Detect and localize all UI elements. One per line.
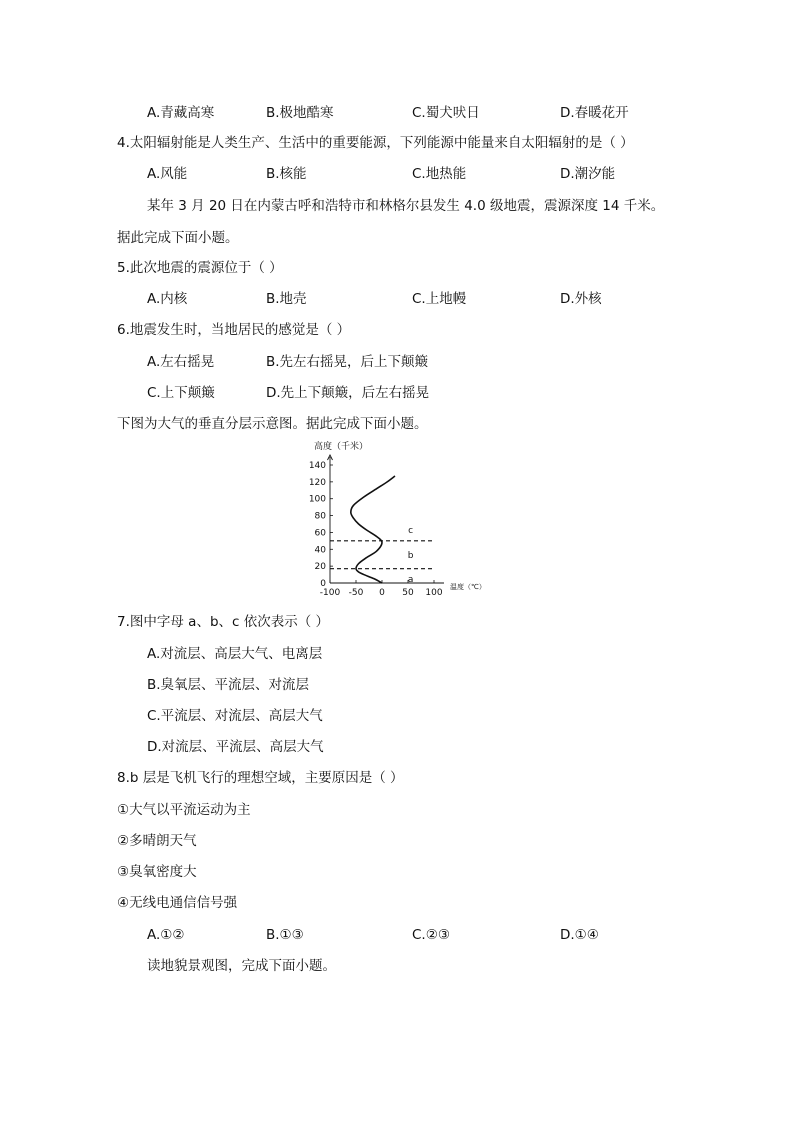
context-atmosphere: 下图为大气的垂直分层示意图。据此完成下面小题。 <box>117 416 428 432</box>
chart-y-tick-label: 40 <box>314 545 326 556</box>
chart-temperature-curve <box>351 476 395 583</box>
q6-option-c: C.上下颠簸 <box>147 385 215 401</box>
chart-layer-label-c: c <box>408 525 414 536</box>
chart-y-tick-label: 120 <box>308 477 326 488</box>
chart-y-tick-label: 0 <box>320 579 326 589</box>
chart-layer-label-a: a <box>407 574 414 585</box>
q8-item-4: ④无线电通信信号强 <box>117 895 238 911</box>
q7-option-b: B.臭氧层、平流层、对流层 <box>147 677 310 693</box>
q8-option-a: A.①② <box>147 927 185 943</box>
chart-y-tick-label: 140 <box>308 461 326 471</box>
chart-x-label: 温度（℃） <box>450 583 486 591</box>
q6-option-a: A.左右摇晃 <box>147 354 215 370</box>
q6-stem: 6.地震发生时，当地居民的感觉是（ ） <box>117 322 351 338</box>
chart-x-tick-label: 0 <box>379 588 385 598</box>
q3-option-d: D.春暖花开 <box>560 105 629 121</box>
q5-option-b: B.地壳 <box>266 291 307 307</box>
chart-y-tick-label: 20 <box>314 562 326 573</box>
chart-y-tick-label: 100 <box>308 494 326 505</box>
q5-option-c: C.上地幔 <box>412 291 467 307</box>
chart-x-tick-label: -50 <box>348 588 364 598</box>
q4-option-b: B.核能 <box>266 166 307 182</box>
chart-y-tick-label: 60 <box>314 528 326 539</box>
chart-y-label: 高度（千米） <box>314 442 369 452</box>
chart-x-tick-label: -100 <box>319 588 341 598</box>
q4-option-d: D.潮汐能 <box>560 166 616 182</box>
q7-option-a: A.对流层、高层大气、电离层 <box>147 646 323 662</box>
chart-x-tick-label: 50 <box>402 588 414 598</box>
q8-option-c: C.②③ <box>412 927 450 943</box>
context-landform: 读地貌景观图，完成下面小题。 <box>147 958 336 974</box>
atmosphere-layer-chart <box>300 438 500 603</box>
q3-option-c: C.蜀犬吠日 <box>412 105 480 121</box>
context-earthquake-line2: 据此完成下面小题。 <box>117 230 239 246</box>
q5-option-a: A.内核 <box>147 291 188 307</box>
q8-option-d: D.①④ <box>560 927 599 943</box>
q6-option-d: D.先上下颠簸，后左右摇晃 <box>266 385 430 401</box>
q4-option-c: C.地热能 <box>412 166 467 182</box>
chart-x-tick-label: 100 <box>425 588 443 598</box>
context-earthquake-line1: 某年 3 月 20 日在内蒙古呼和浩特市和林格尔县发生 4.0 级地震，震源深度 14 千米。 <box>147 198 665 214</box>
q5-stem: 5.此次地震的震源位于（ ） <box>117 260 283 276</box>
chart-y-tick-label: 80 <box>314 511 326 522</box>
q8-option-b: B.①③ <box>266 927 304 943</box>
q4-stem: 4.太阳辐射能是人类生产、生活中的重要能源，下列能源中能量来自太阳辐射的是（ ） <box>117 135 634 151</box>
q8-item-1: ①大气以平流运动为主 <box>117 802 251 818</box>
q7-stem: 7.图中字母 a、b、c 依次表示（ ） <box>117 614 330 630</box>
q7-option-d: D.对流层、平流层、高层大气 <box>147 739 324 755</box>
q3-option-b: B.极地酷寒 <box>266 105 334 121</box>
q6-option-b: B.先左右摇晃，后上下颠簸 <box>266 354 429 370</box>
q8-stem: 8.b 层是飞机飞行的理想空域，主要原因是（ ） <box>117 770 404 786</box>
q5-option-d: D.外核 <box>560 291 602 307</box>
q3-option-a: A.青藏高寒 <box>147 105 215 121</box>
q7-option-c: C.平流层、对流层、高层大气 <box>147 708 323 724</box>
q4-option-a: A.风能 <box>147 166 188 182</box>
q8-item-3: ③臭氧密度大 <box>117 864 197 880</box>
chart-layer-label-b: b <box>407 551 414 562</box>
q8-item-2: ②多晴朗天气 <box>117 833 197 849</box>
